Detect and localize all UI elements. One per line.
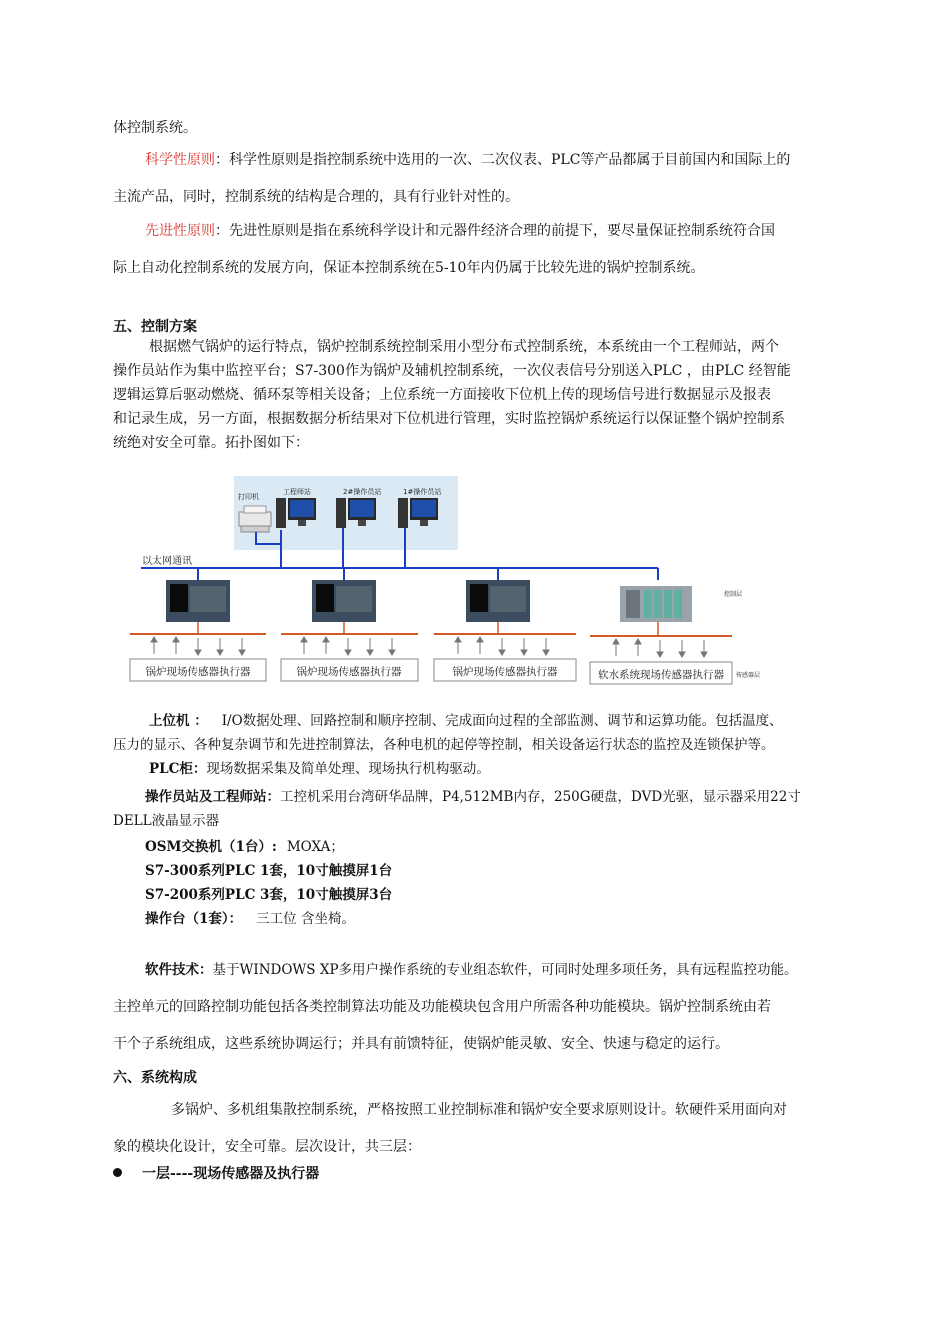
section5-line: 操作员站作为集中监控平台；S7-300作为锅炉及辅机控制系统，一次仪表信号分别送入PLC ，由PLC 经智能: [113, 363, 791, 379]
op-station-text: 工控机采用台湾研华品牌，P4,512MB内存，250G硬盘，DVD光驱，显示器采用22寸: [280, 789, 801, 805]
bullet-icon: [113, 1168, 122, 1177]
plc-cabinet-1: [166, 580, 230, 622]
section6-line1: 多锅炉、多机组集散控制系统，严格按照工业控制标准和锅炉安全要求原则设计。软硬件采用面向对: [171, 1102, 787, 1118]
software-text: 基于WINDOWS XP多用户操作系统的专业组态软件，可同时处理多项任务，具有远程监控功能。: [212, 962, 798, 978]
section6-heading: 六、系统构成: [113, 1070, 197, 1086]
software-line2: 主控单元的回路控制功能包括各类控制算法功能及功能模块包含用户所需各种功能模块。锅炉控制系统由若: [113, 999, 771, 1015]
section5-heading: 五、控制方案: [113, 319, 197, 335]
advanced-principle-line1: [145, 222, 775, 240]
section5-line: 根据燃气锅炉的运行特点，锅炉控制系统控制采用小型分布式控制系统，本系统由一个工程师站，两个: [149, 339, 779, 355]
plc-s7-300-rack: [620, 586, 692, 622]
op-station-line1: [145, 788, 801, 806]
plc-drops: [198, 568, 658, 580]
section5-line: 逻辑运算后驱动燃烧、循环泵等相关设备；上位系统一方面接收下位机上传的现场信号进行数据显示及报表: [113, 387, 771, 403]
plc-cabinet-line: [149, 760, 490, 778]
scientific-principle-line1: [145, 151, 790, 169]
upper-machine-line2: 压力的显示、各种复杂调节和先进控制算法，各种电机的起停等控制，相关设备运行状态的监控及连锁保护等。: [113, 737, 775, 753]
s7-300-line: S7-300系列PLC 1套，10寸触摸屏1台: [145, 863, 393, 879]
advanced-principle-label: 先进性原则: [145, 223, 215, 239]
layer-bullet-text: 一层----现场传感器及执行器: [142, 1166, 320, 1182]
field-device-label-2: 锅炉现场传感器执行器: [296, 666, 402, 678]
paragraph-end: 体控制系统。: [113, 120, 197, 136]
advanced-principle-text: ：先进性原则是指在系统科学设计和元器件经济合理的前提下，要尽量保证控制系统符合国: [215, 223, 775, 239]
console-line: [145, 910, 355, 928]
osm-switch-label: OSM交换机（1台）:: [145, 839, 277, 855]
advanced-principle-line2: 际上自动化控制系统的发展方向，保证本控制系统在5-10年内仍属于比较先进的锅炉控制系统。: [113, 260, 705, 276]
printer-icon: [239, 506, 271, 532]
console-text: 三工位 含坐椅。: [256, 911, 355, 927]
plc-cabinet-text: 现场数据采集及简单处理、现场执行机构驱动。: [206, 761, 490, 777]
sensor-arrows: [151, 637, 707, 657]
plc-to-field-links: [198, 622, 658, 636]
operator-station-1-label: 1#操作员站: [403, 488, 442, 496]
scientific-principle-text: ：科学性原则是指控制系统中选用的一次、二次仪表、PLC等产品都属于目前国内和国际上的: [215, 152, 791, 168]
scientific-principle-line2: 主流产品，同时，控制系统的结构是合理的，具有行业针对性的。: [113, 189, 519, 205]
field-device-label-3: 锅炉现场传感器执行器: [452, 666, 558, 678]
plc-cabinet-2: [312, 580, 376, 622]
op-station-line2: DELL液晶显示器: [113, 813, 220, 829]
field-buses: [130, 634, 732, 636]
layer-bullet-item: [113, 1165, 319, 1183]
section6-line2: 象的模块化设计，安全可靠。层次设计，共三层：: [113, 1139, 421, 1155]
control-layer-label: 控制层: [724, 591, 743, 598]
osm-switch-text: MOXA；: [286, 839, 344, 855]
upper-machine-text: I/O数据处理、回路控制和顺序控制、完成面向过程的全部监测、调节和运算功能。包括温度、: [221, 713, 783, 729]
upper-machine-label: 上位机 ：: [149, 713, 208, 729]
topology-diagram: [126, 468, 766, 698]
upper-machine-line1: [149, 712, 783, 730]
section5-line: 统绝对安全可靠。拓扑图如下：: [113, 435, 309, 451]
field-device-label-1: 锅炉现场传感器执行器: [145, 666, 251, 678]
plc-cabinet-label: PLC柜：: [149, 761, 207, 777]
printer-label: 打印机: [238, 493, 259, 501]
software-label: 软件技术：: [145, 962, 213, 978]
ethernet-label: 以太网通讯: [142, 556, 192, 567]
plc-cabinet-3: [466, 580, 530, 622]
operator-station-2-label: 2#操作员站: [343, 488, 382, 496]
engineer-station-label: 工程师站: [283, 488, 311, 496]
osm-switch-line: [145, 838, 344, 856]
software-line1: [145, 961, 798, 979]
s7-200-line: S7-200系列PLC 3套，10寸触摸屏3台: [145, 887, 393, 903]
section5-line: 和记录生成，另一方面，根据数据分析结果对下位机进行管理，实时监控锅炉系统运行以保证整个锅炉控制系: [113, 411, 785, 427]
sensor-layer-label: 传感器层: [736, 672, 761, 679]
scientific-principle-label: 科学性原则: [145, 152, 215, 168]
console-label: 操作台（1套）：: [145, 911, 243, 927]
software-line3: 干个子系统组成，这些系统协调运行；并具有前馈特征，使锅炉能灵敏、安全、快速与稳定的运行。: [113, 1036, 729, 1052]
op-station-label: 操作员站及工程师站：: [145, 789, 280, 805]
field-device-label-4: 软水系统现场传感器执行器: [598, 669, 724, 681]
